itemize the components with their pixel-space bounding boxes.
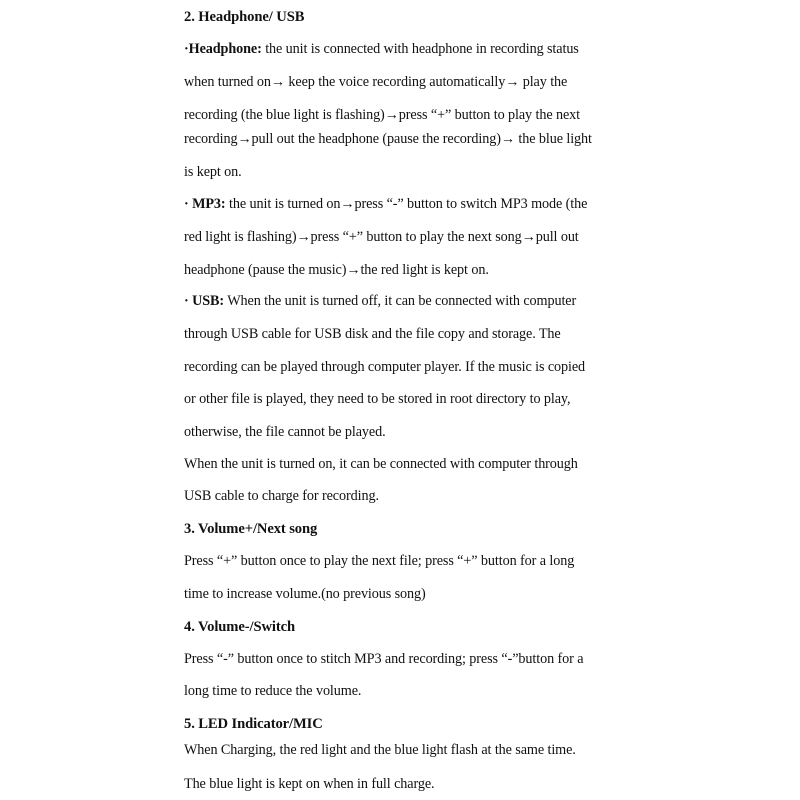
paragraph-line: when turned on→ keep the voice recording automatically→ play the — [184, 74, 568, 90]
usb-text: When the unit is turned off, it can be connected with computer — [224, 293, 577, 309]
usb-label: · USB: — [184, 293, 225, 309]
section-heading-led-indicator: 5. LED Indicator/MIC — [184, 716, 323, 732]
paragraph-line: Press “+” button once to play the next file; press “+” button for a long — [184, 553, 575, 569]
section-heading-volume-down: 4. Volume-/Switch — [184, 619, 296, 635]
paragraph-line: recording can be played through computer player. If the music is copied — [184, 359, 586, 375]
paragraph-line: recording→pull out the headphone (pause the recording)→ the blue light — [184, 131, 592, 147]
paragraph-line: The blue light is kept on when in full charge. — [184, 776, 435, 792]
paragraph-line: long time to reduce the volume. — [184, 683, 362, 699]
paragraph-line — [184, 292, 576, 310]
paragraph-line: USB cable to charge for recording. — [184, 488, 379, 504]
headphone-label: ·Headphone: — [184, 41, 262, 57]
mp3-text: the unit is turned on→press “-” button to switch MP3 mode (the — [225, 196, 588, 212]
section-heading-volume-up: 3. Volume+/Next song — [184, 521, 318, 537]
paragraph-line: red light is flashing)→press “+” button to play the next song→pull out — [184, 229, 579, 245]
headphone-text: the unit is connected with headphone in recording status — [261, 41, 579, 57]
paragraph-line: headphone (pause the music)→the red light is kept on. — [184, 262, 489, 278]
paragraph-line: When the unit is turned on, it can be connected with computer through — [184, 456, 578, 472]
paragraph-line: time to increase volume.(no previous song) — [184, 586, 426, 602]
paragraph-line: is kept on. — [184, 164, 242, 180]
paragraph-line: Press “-” button once to stitch MP3 and recording; press “-”button for a — [184, 651, 584, 667]
paragraph-line: otherwise, the file cannot be played. — [184, 424, 386, 440]
paragraph-line: recording (the blue light is flashing)→press “+” button to play the next — [184, 107, 580, 123]
paragraph-line: When Charging, the red light and the blue light flash at the same time. — [184, 742, 576, 758]
paragraph-line — [184, 195, 587, 213]
mp3-label: · MP3: — [184, 196, 226, 212]
paragraph-line — [184, 40, 579, 58]
paragraph-line: through USB cable for USB disk and the file copy and storage. The — [184, 326, 561, 342]
paragraph-line: or other file is played, they need to be stored in root directory to play, — [184, 391, 571, 407]
section-heading-headphone-usb: 2. Headphone/ USB — [184, 9, 305, 25]
